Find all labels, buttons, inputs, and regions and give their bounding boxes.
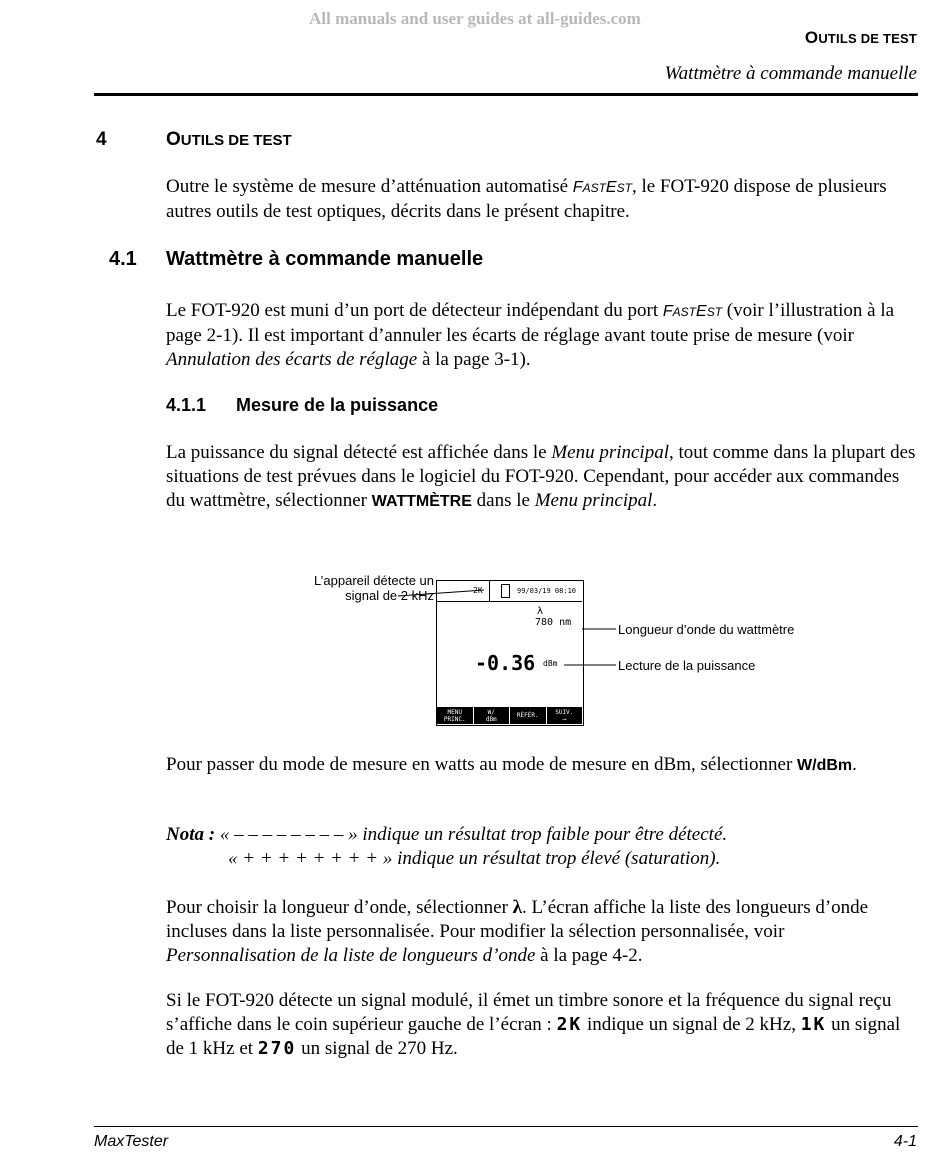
battery-icon [501, 584, 510, 598]
softkey-suiv[interactable]: SUIV. ⟶ [555, 709, 574, 723]
screen-wavelength: 780 nm [535, 617, 572, 628]
watermark: All manuals and user guides at all-guides.com [309, 9, 641, 28]
screen-status-bar [437, 581, 582, 602]
section-number: 4.1 [109, 248, 137, 270]
crossref-personnalisation: Personnalisation de la liste de longueurs d’onde [166, 945, 536, 966]
chapter-number: 4 [96, 129, 107, 150]
crossref-annulation: Annulation des écarts de réglage [166, 349, 418, 370]
footer-product: MaxTester [94, 1133, 169, 1150]
freq-2k: 2K [556, 1014, 583, 1035]
screen-frequency: 2K [473, 586, 483, 595]
header-cap: O [804, 28, 819, 47]
menu-principal-ref: Menu principal [551, 442, 669, 463]
screen-lambda: λ [537, 606, 544, 617]
subsection-number: 4.1.1 [166, 395, 207, 415]
wattmetre-key: WATTMÈTRE [371, 493, 472, 510]
freq-270: 270 [257, 1038, 297, 1059]
subsection-paragraph-4: Si le FOT-920 détecte un signal modulé, il émet un timbre sonore et la fréquence du signal reçu s’affiche dans le coin supérieur gauche de l’écran : 2K indique un signal de 2 kHz, 1K un signal de 1 kHz et 270 un signal de 270 Hz. [166, 990, 901, 1059]
chapter-title-cap: O [166, 129, 181, 150]
fastest-term: FASTEST [572, 179, 632, 196]
footer-rule [94, 1126, 918, 1127]
subsection-paragraph-3: Pour choisir la longueur d’onde, sélectionner λ. L’écran affiche la liste des longueurs d’onde incluses dans la liste personnalisée. Pour modifier la sélection personnalisée, voir Personnalisation de la liste de longueurs d’onde à la page 4-2. [166, 897, 869, 966]
softkey-refer[interactable]: RÉFÉR. [510, 707, 547, 724]
footer-page-number: 4-1 [893, 1133, 917, 1150]
section-title: Wattmètre à commande manuelle [166, 248, 484, 270]
screen-softkeys [437, 707, 582, 724]
callout-power: Lecture de la puissance [618, 658, 756, 673]
softkey-w-dbm[interactable]: W/ dBm [474, 707, 511, 724]
section-paragraph: Le FOT-920 est muni d’un port de détecteur indépendant du port FASTEST (voir l’illustration à la page 2-1). Il est important d’annuler les écarts de réglage avant toute prise de mesure (voir Annulation des écarts de réglage à la page 3-1). [166, 300, 895, 370]
callout-signal-line1: L’appareil détecte un [314, 573, 434, 588]
chapter-title-rest: UTILS DE TEST [180, 132, 292, 149]
nota-line-1: Nota : « – – – – – – – – » indique un résultat trop faible pour être détecté. [166, 824, 728, 845]
subsection-paragraph-1: La puissance du signal détecté est affichée dans le Menu principal, tout comme dans la plupart des situations de test prévues dans le logiciel du FOT-920. Cependant, pour accéder aux commandes du wattmètre, sélectionner WATTMÈTRE dans le Menu principal. [166, 442, 916, 511]
screen-datetime: 99/03/19 08:10 [517, 587, 577, 595]
callout-signal-line2: signal de 2 kHz [345, 588, 434, 603]
nota-label: Nota : [166, 824, 216, 845]
subsection-paragraph-2: Pour passer du mode de mesure en watts au mode de mesure en dBm, sélectionner W/dBm. [166, 754, 857, 775]
nota-line-2: « + + + + + + + + » indique un résultat trop élevé (saturation). [228, 848, 721, 869]
menu-principal-ref-2: Menu principal [534, 490, 653, 511]
callout-wavelength: Longueur d’onde du wattmètre [618, 622, 795, 637]
softkey-menu-princ[interactable]: MENU PRINC. [437, 707, 474, 724]
device-screen [436, 580, 584, 726]
wdbm-key: W/dBm [797, 757, 853, 774]
running-header-subtitle: Wattmètre à commande manuelle [664, 63, 917, 84]
screen-reading: -0.36 [475, 651, 536, 675]
intro-before: Outre le système de mesure d’atténuation automatisé [166, 176, 573, 197]
intro-after: , le FOT-920 dispose de plusieurs autres outils de test optiques, décrits dans le présent chapitre. [166, 176, 887, 222]
fastest-term: FASTEST [662, 303, 723, 320]
header-rest: UTILS DE TEST [818, 31, 917, 46]
subsection-title: Mesure de la puissance [236, 395, 439, 415]
lambda-key: λ [512, 897, 523, 918]
screen-unit: dBm [543, 659, 558, 668]
freq-1k: 1K [800, 1014, 827, 1035]
